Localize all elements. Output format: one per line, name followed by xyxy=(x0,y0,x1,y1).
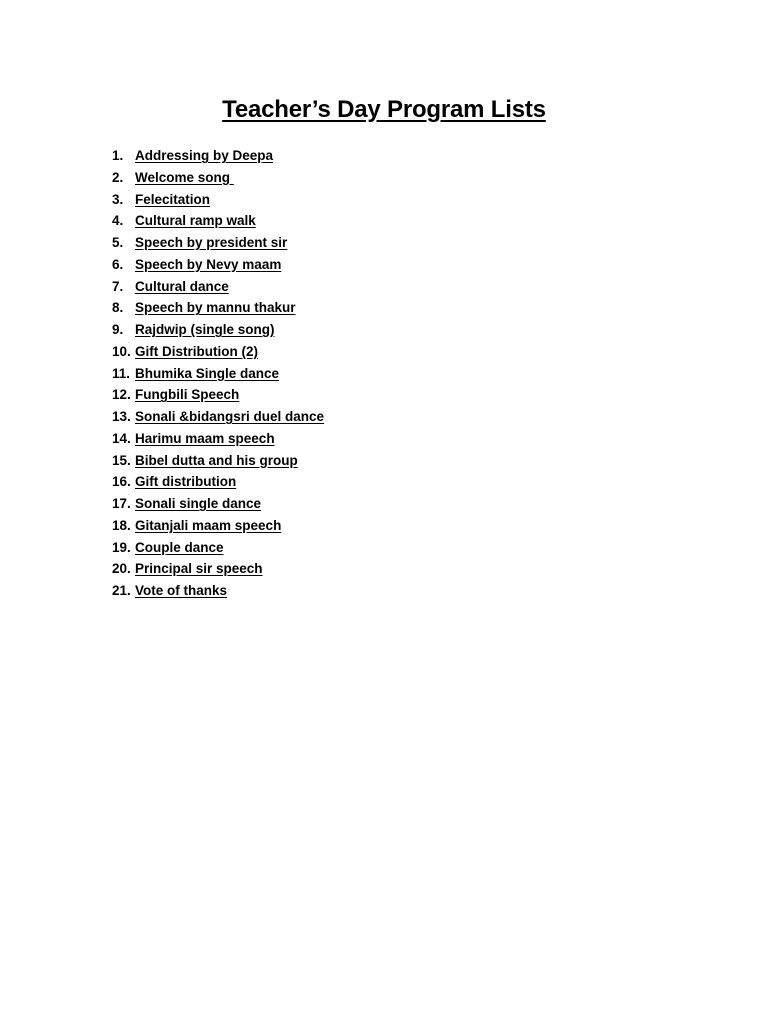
list-item-number: 15. xyxy=(112,452,131,468)
list-item-label: Vote of thanks xyxy=(135,583,228,598)
list-item-label: Addressing by Deepa xyxy=(135,148,274,163)
list-item-number: 11. xyxy=(112,365,131,381)
list-item-label: Welcome song xyxy=(135,169,234,185)
list-item xyxy=(112,210,324,232)
list-item-label: Couple dance xyxy=(135,539,224,555)
list-item xyxy=(112,471,324,493)
list-item-number: 19. xyxy=(112,539,131,555)
list-item xyxy=(112,341,324,363)
list-item xyxy=(112,558,324,580)
list-item xyxy=(112,450,324,472)
list-item xyxy=(112,232,324,254)
list-item-number: 4. xyxy=(112,213,124,229)
list-item-number: 21. xyxy=(112,583,131,598)
list-item xyxy=(112,493,324,515)
list-item-number: 9. xyxy=(112,322,124,337)
list-item xyxy=(112,580,324,602)
list-item-label: Gitanjali maam speech xyxy=(135,517,282,533)
list-item-label: Bibel dutta and his group xyxy=(135,452,298,468)
list-item-label: Cultural dance xyxy=(135,278,229,294)
list-item-label: Harimu maam speech xyxy=(135,430,275,446)
list-item-label: Gift Distribution (2) xyxy=(135,343,258,359)
list-item xyxy=(112,297,324,319)
list-item-number: 6. xyxy=(112,256,124,272)
list-item-label: Speech by president sir xyxy=(135,235,288,250)
list-item xyxy=(112,428,324,450)
list-item-number: 2. xyxy=(112,169,124,185)
list-item xyxy=(112,406,324,428)
list-item-number: 1. xyxy=(112,148,124,163)
list-item-number: 10. xyxy=(112,343,131,359)
list-item xyxy=(112,319,324,341)
list-item-label: Cultural ramp walk xyxy=(135,213,256,229)
list-item xyxy=(112,167,324,189)
list-item-number: 7. xyxy=(112,278,124,294)
list-item-label: Fungbili Speech xyxy=(135,387,240,403)
list-item-number: 20. xyxy=(112,561,131,577)
list-item xyxy=(112,189,324,211)
list-item-label: Principal sir speech xyxy=(135,561,263,577)
list-item xyxy=(112,276,324,298)
list-item-label: Sonali &bidangsri duel dance xyxy=(135,409,325,424)
list-item-number: 14. xyxy=(112,430,131,446)
list-item-number: 12. xyxy=(112,387,131,403)
list-item-label: Bhumika Single dance xyxy=(135,365,280,381)
list-item xyxy=(112,515,324,537)
list-item-number: 16. xyxy=(112,474,131,490)
list-item xyxy=(112,537,324,559)
list-item-label: Felecitation xyxy=(135,191,211,207)
list-item-number: 13. xyxy=(112,409,131,424)
list-item-label: Speech by mannu thakur xyxy=(135,300,296,316)
list-item xyxy=(112,145,324,167)
list-item-number: 17. xyxy=(112,496,131,511)
page-title: Teacher’s Day Program Lists xyxy=(222,96,546,123)
list-item-label: Gift distribution xyxy=(135,474,237,490)
list-item-number: 18. xyxy=(112,517,131,533)
list-item xyxy=(112,363,324,385)
program-list xyxy=(112,145,324,602)
list-item xyxy=(112,254,324,276)
list-item-number: 3. xyxy=(112,191,124,207)
list-item-number: 8. xyxy=(112,300,124,316)
list-item xyxy=(112,384,324,406)
list-item-label: Rajdwip (single song) xyxy=(135,322,275,337)
list-item-label: Speech by Nevy maam xyxy=(135,256,282,272)
list-item-label: Sonali single dance xyxy=(135,496,262,511)
list-item-number: 5. xyxy=(112,235,124,250)
